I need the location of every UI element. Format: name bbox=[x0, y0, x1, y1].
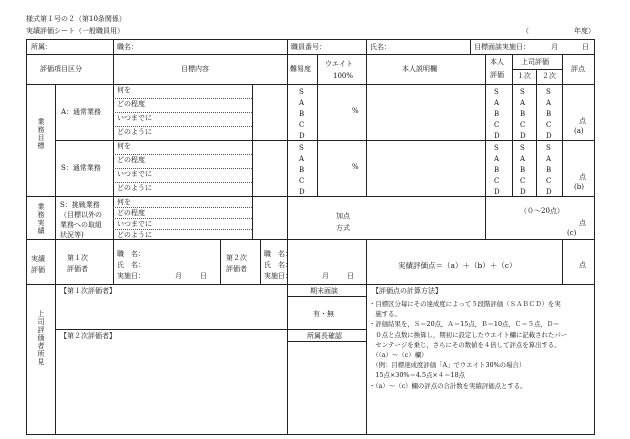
second-month: 月 bbox=[322, 272, 329, 280]
weight-percent-s: % bbox=[352, 163, 359, 171]
form-number: 様式第１号の２（第10条関係） bbox=[26, 15, 126, 23]
bonus-label: 加点 bbox=[336, 212, 350, 220]
difficulty-grades-a[interactable]: S A B C D bbox=[299, 88, 305, 140]
score-mark-b: (b) bbox=[574, 183, 584, 191]
sheet-title: 実績評価シート（一般職員用） bbox=[26, 27, 124, 35]
col-self-explanation: 本人説明欄 bbox=[402, 65, 437, 73]
item-what: 何を bbox=[117, 198, 131, 206]
business-goals-label: 業務目標 bbox=[37, 118, 45, 150]
first-month: 月 bbox=[175, 272, 182, 280]
second-date-field[interactable]: 実施日： bbox=[264, 272, 292, 280]
score-label-c: 点 bbox=[579, 219, 586, 227]
affiliation-field[interactable]: 所属： bbox=[31, 43, 52, 51]
first-evaluator-opinion[interactable]: 【第１次評価者】 bbox=[60, 287, 116, 295]
self-grades-s[interactable]: S A B C D bbox=[494, 144, 500, 196]
item-how: どのように bbox=[117, 184, 152, 192]
item-how: どのように bbox=[117, 128, 152, 136]
year-paren: （ bbox=[522, 27, 529, 35]
name-field[interactable]: 氏名： bbox=[370, 43, 391, 51]
col-content: 目標内容 bbox=[181, 65, 209, 73]
performance-eval-label: 実績 評価 bbox=[31, 255, 45, 274]
col-self-eval2: 評価 bbox=[490, 71, 504, 79]
fiscal-year-label: 年度） bbox=[574, 27, 595, 35]
score-mark-a: (a) bbox=[574, 127, 584, 135]
item-extent: どの程度 bbox=[117, 100, 145, 108]
score-label-a: 点 bbox=[579, 117, 586, 125]
item-deadline: いつまでに bbox=[117, 114, 152, 122]
director-confirm-label: 所属長確認 bbox=[307, 332, 342, 340]
weight-percent-a: % bbox=[352, 107, 359, 115]
first-evaluator-label: 第１次 bbox=[67, 254, 88, 262]
second-position-field[interactable]: 職 名： bbox=[264, 250, 292, 258]
first-name-field[interactable]: 氏 名： bbox=[117, 261, 145, 269]
staff-number-field[interactable]: 職員番号： bbox=[291, 43, 326, 51]
interview-date-field[interactable]: 目標面談実施日： bbox=[474, 43, 530, 51]
first-grades-s[interactable]: S A B C D bbox=[520, 144, 526, 196]
final-interview-label: 期末面談 bbox=[310, 287, 338, 295]
col-difficulty: 難易度 bbox=[290, 65, 311, 73]
item-what: 何を bbox=[117, 142, 131, 150]
calc-description: ・目標区分毎にその達成度によって５段階評価（ＳＡＢＣＤ）を実 施する。 ・評価結果を，Ｓ＝20点，Ａ＝15点，Ｂ＝10点，Ｃ＝５点，Ｄ＝ ０点と点数に換算し，期初に設定したウエイト欄に記載されたパー センテージを乗じ，さらにその数値を４倍して評点を算出する。 （（a）～（c）欄） （例：目標達成度評価「A」でウエイト30%の場合） 15点×30%＝4.5点×４＝18点 ・（a）～（c）欄の評点の合計数を実績評価点とする。 bbox=[369, 300, 568, 390]
business-results-label: 業務実績 bbox=[37, 203, 45, 235]
item-extent: どの程度 bbox=[117, 156, 145, 164]
first-day: 日 bbox=[200, 272, 207, 280]
goal-s-label: S：通常業務 bbox=[61, 164, 101, 172]
score-mark-c: (c) bbox=[567, 229, 577, 237]
col-second: ２次 bbox=[542, 72, 556, 80]
day-label: 日 bbox=[582, 43, 589, 51]
second-name-field[interactable]: 氏 名： bbox=[264, 261, 292, 269]
col-first: １次 bbox=[517, 72, 531, 80]
month-label: 月 bbox=[551, 43, 558, 51]
first-grades-a[interactable]: S A B C D bbox=[520, 88, 526, 140]
col-weight-unit: 100% bbox=[333, 72, 354, 80]
col-supervisor-eval: 上司評価 bbox=[521, 58, 549, 66]
total-score-label: 点 bbox=[579, 261, 586, 269]
second-grades-s[interactable]: S A B C D bbox=[546, 144, 552, 196]
interview-presence[interactable]: 有・無 bbox=[313, 310, 334, 318]
col-score: 評点 bbox=[571, 65, 585, 73]
bonus-range: （０～20点） bbox=[520, 207, 564, 215]
position-field[interactable]: 職名： bbox=[117, 43, 138, 51]
first-date-field[interactable]: 実施日： bbox=[117, 272, 145, 280]
second-evaluator-label: 第２次 bbox=[226, 254, 247, 262]
self-grades-a[interactable]: S A B C D bbox=[494, 88, 500, 140]
score-formula: 実績評価点＝（a）＋（b）＋（c） bbox=[398, 261, 517, 270]
score-label-b: 点 bbox=[579, 173, 586, 181]
second-grades-a[interactable]: S A B C D bbox=[546, 88, 552, 140]
method-label: 方式 bbox=[336, 224, 350, 232]
goal-a-label: A：通常業務 bbox=[61, 108, 102, 116]
col-self-eval: 本人 bbox=[490, 58, 504, 66]
col-weight: ウエイト bbox=[325, 60, 353, 68]
supervisor-opinion-label: 上司評価者所見 bbox=[37, 310, 45, 366]
calc-title: 【評価点の計算方法】 bbox=[372, 287, 442, 295]
item-how: どのように bbox=[117, 231, 152, 239]
first-position-field[interactable]: 職 名： bbox=[117, 250, 145, 258]
second-evaluator-sub: 評価者 bbox=[226, 265, 247, 273]
challenge-label: S：挑戦業務 （目標以外の 業務への取組 状況等) bbox=[60, 201, 102, 239]
col-category: 評価項目区分 bbox=[40, 65, 82, 73]
second-day: 日 bbox=[347, 272, 354, 280]
item-deadline: いつまでに bbox=[117, 170, 152, 178]
first-evaluator-sub: 評価者 bbox=[67, 265, 88, 273]
item-what: 何を bbox=[117, 86, 131, 94]
item-extent: どの程度 bbox=[117, 209, 145, 217]
difficulty-grades-s[interactable]: S A B C D bbox=[299, 144, 305, 196]
item-deadline: いつまでに bbox=[117, 220, 152, 228]
second-evaluator-opinion[interactable]: 【第２次評価者】 bbox=[60, 332, 116, 340]
